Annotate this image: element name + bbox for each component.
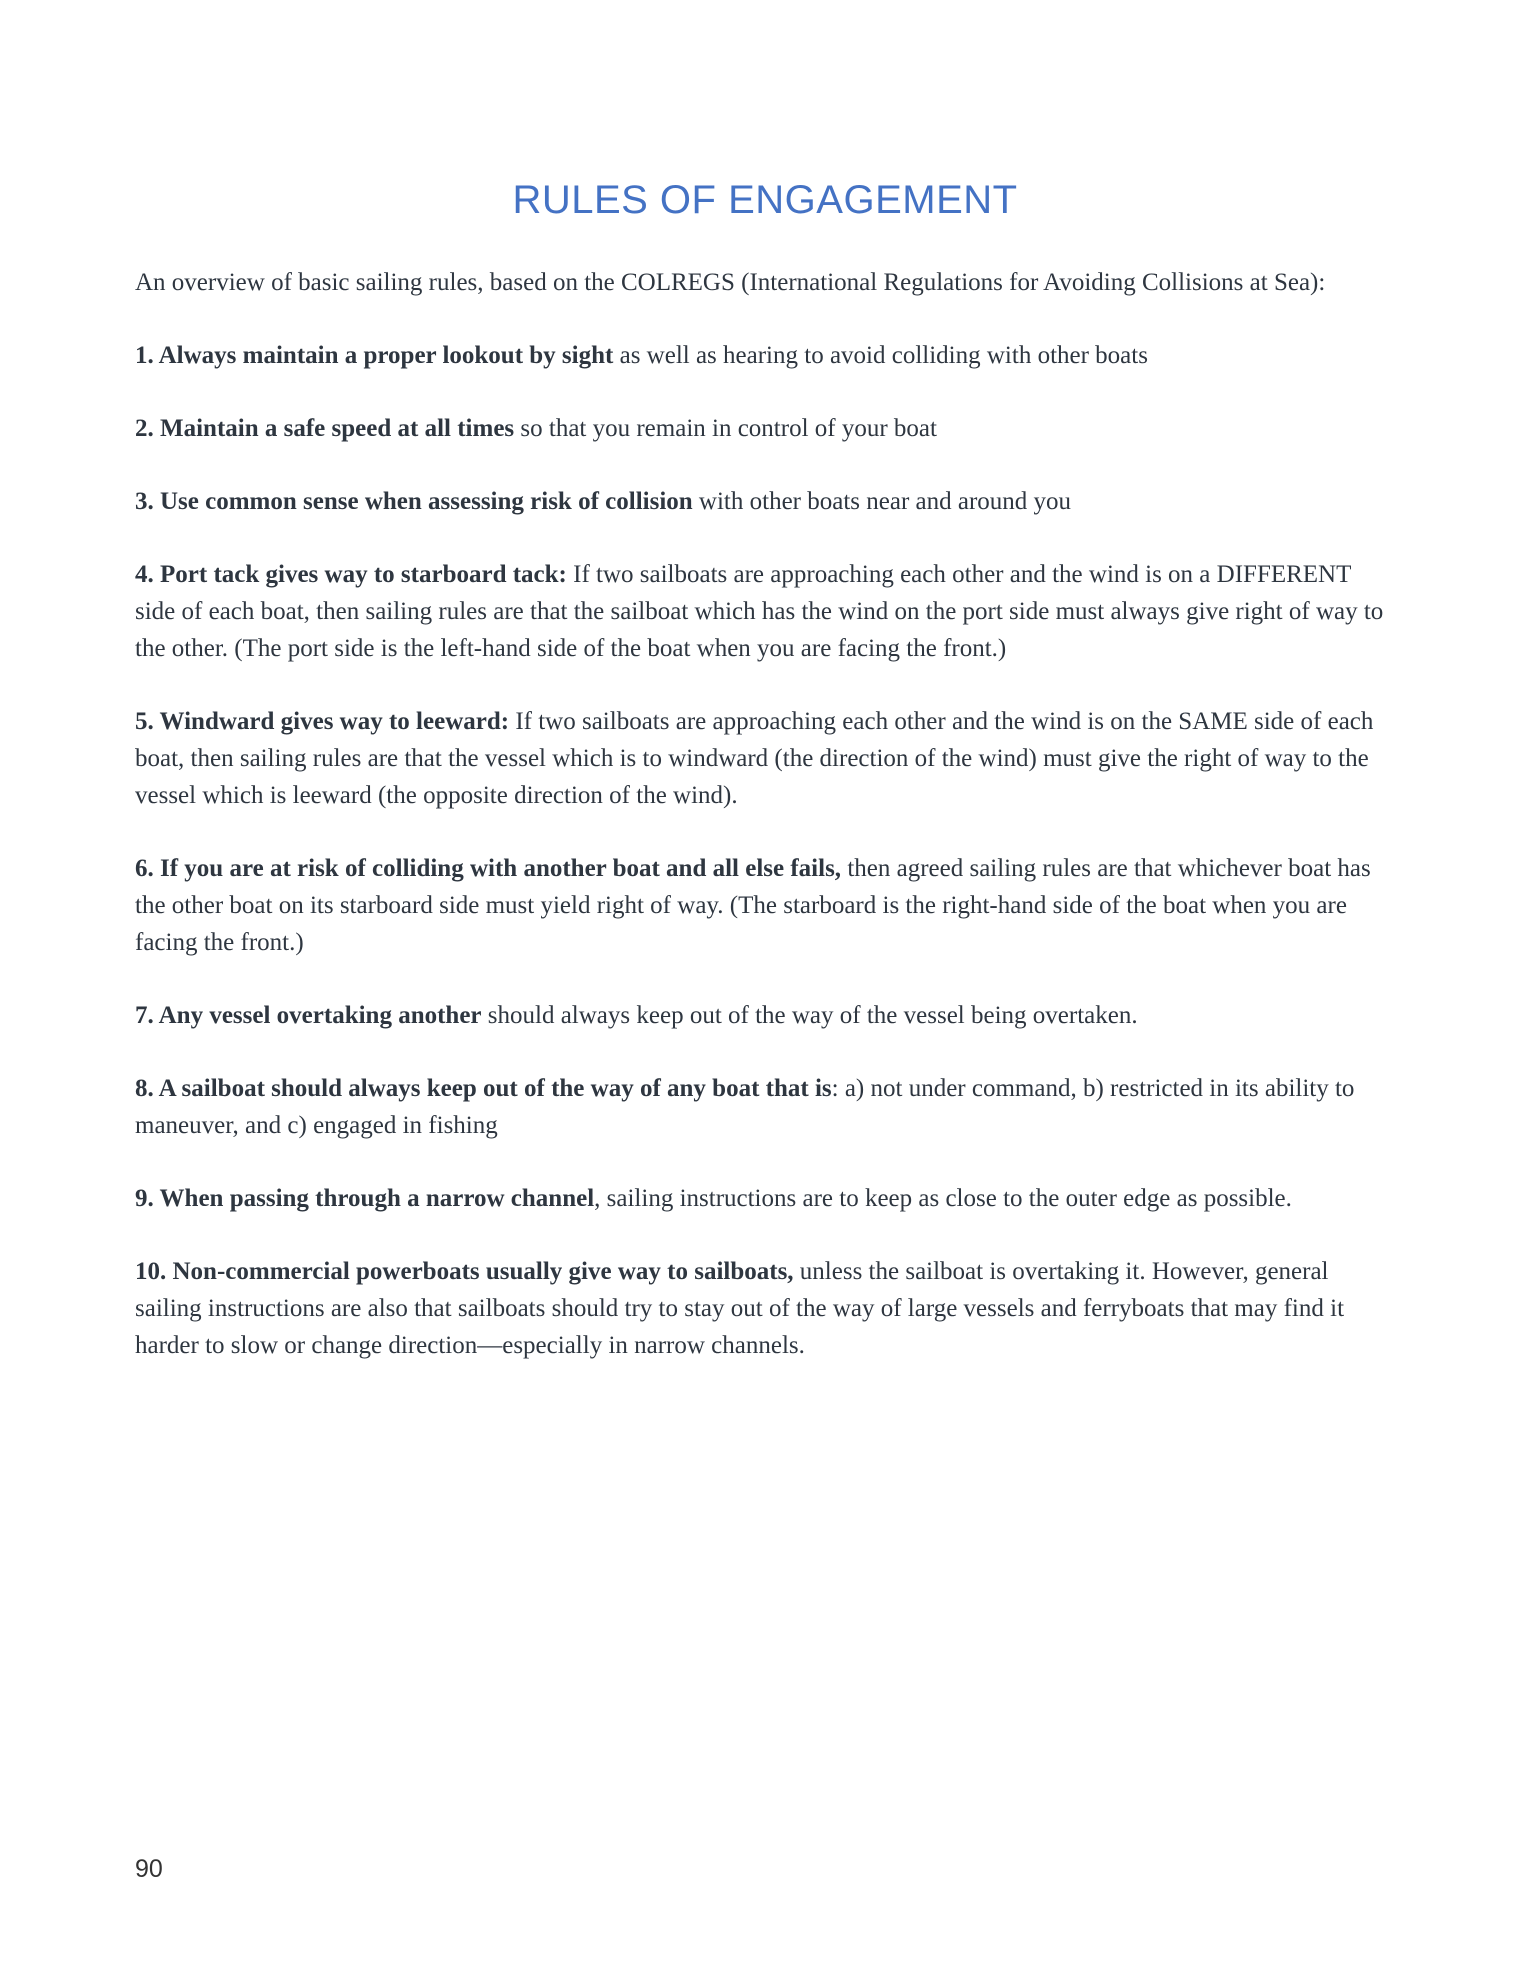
rule-4-lead: 4. Port tack gives way to starboard tack:: [135, 561, 567, 588]
rule-paragraph-5: [135, 703, 1395, 814]
rule-1-text: as well as hearing to avoid colliding with other boats: [613, 342, 1148, 369]
rule-7-text: should always keep out of the way of the vessel being overtaken.: [481, 1002, 1138, 1029]
rule-6-lead: 6. If you are at risk of colliding with another boat and all else fails,: [135, 855, 842, 882]
rule-3-lead: 3. Use common sense when assessing risk of collision: [135, 488, 693, 515]
page-number: 90: [135, 1855, 163, 1883]
rule-paragraph-9: [135, 1180, 1395, 1217]
rule-9-lead: 9. When passing through a narrow channel: [135, 1185, 595, 1212]
rule-paragraph-2: [135, 410, 1395, 447]
rule-paragraph-6: [135, 850, 1395, 961]
rule-2-text: so that you remain in control of your boat: [514, 415, 937, 442]
rule-7-lead: 7. Any vessel overtaking another: [135, 1002, 482, 1029]
rule-paragraph-1: [135, 337, 1395, 374]
rule-3-text: with other boats near and around you: [692, 488, 1072, 515]
rule-paragraph-10: [135, 1253, 1395, 1364]
rule-8-text: : a) not under command, b) restricted in its ability to maneuver, and c) engaged in fishing: [135, 1075, 1355, 1139]
rule-paragraph-4: [135, 556, 1395, 667]
rule-5-lead: 5. Windward gives way to leeward:: [135, 708, 510, 735]
rule-8-lead: 8. A sailboat should always keep out of the way of any boat that is: [135, 1075, 832, 1102]
rule-2-lead: 2. Maintain a safe speed at all times: [135, 415, 515, 442]
rule-5-text: If two sailboats are approaching each other and the wind is on the SAME side of each boat, then sailing rules are that the vessel which is to windward (the direction of the wind) must give the right of way to the vessel which is leeward (the opposite direction of the wind).: [135, 708, 1374, 809]
rule-10-text: unless the sailboat is overtaking it. However, general sailing instructions are also that sailboats should try to stay out of the way of large vessels and ferryboats that may find it harder to slow or change direction—especially in narrow channels.: [135, 1258, 1345, 1359]
rule-9-text: , sailing instructions are to keep as close to the outer edge as possible.: [594, 1185, 1292, 1212]
rule-6-text: then agreed sailing rules are that whichever boat has the other boat on its starboard side must yield right of way. (The starboard is the right-hand side of the boat when you are facing the front.): [135, 855, 1371, 956]
rule-4-text: If two sailboats are approaching each other and the wind is on a DIFFERENT side of each boat, then sailing rules are that the sailboat which has the wind on the port side must always give right of way to the other. (The port side is the left-hand side of the boat when you are facing the front.): [135, 561, 1384, 662]
rule-paragraph-8: [135, 1070, 1395, 1144]
intro-paragraph: An overview of basic sailing rules, based on the COLREGS (International Regulations for Avoiding Collisions at Sea):: [135, 269, 1326, 296]
rule-paragraph-7: [135, 997, 1395, 1034]
rule-paragraph-3: [135, 483, 1395, 520]
rule-1-lead: 1. Always maintain a proper lookout by sight: [135, 342, 614, 369]
rule-10-lead: 10. Non-commercial powerboats usually give way to sailboats,: [135, 1258, 794, 1285]
page-title: RULES OF ENGAGEMENT: [512, 178, 1018, 222]
